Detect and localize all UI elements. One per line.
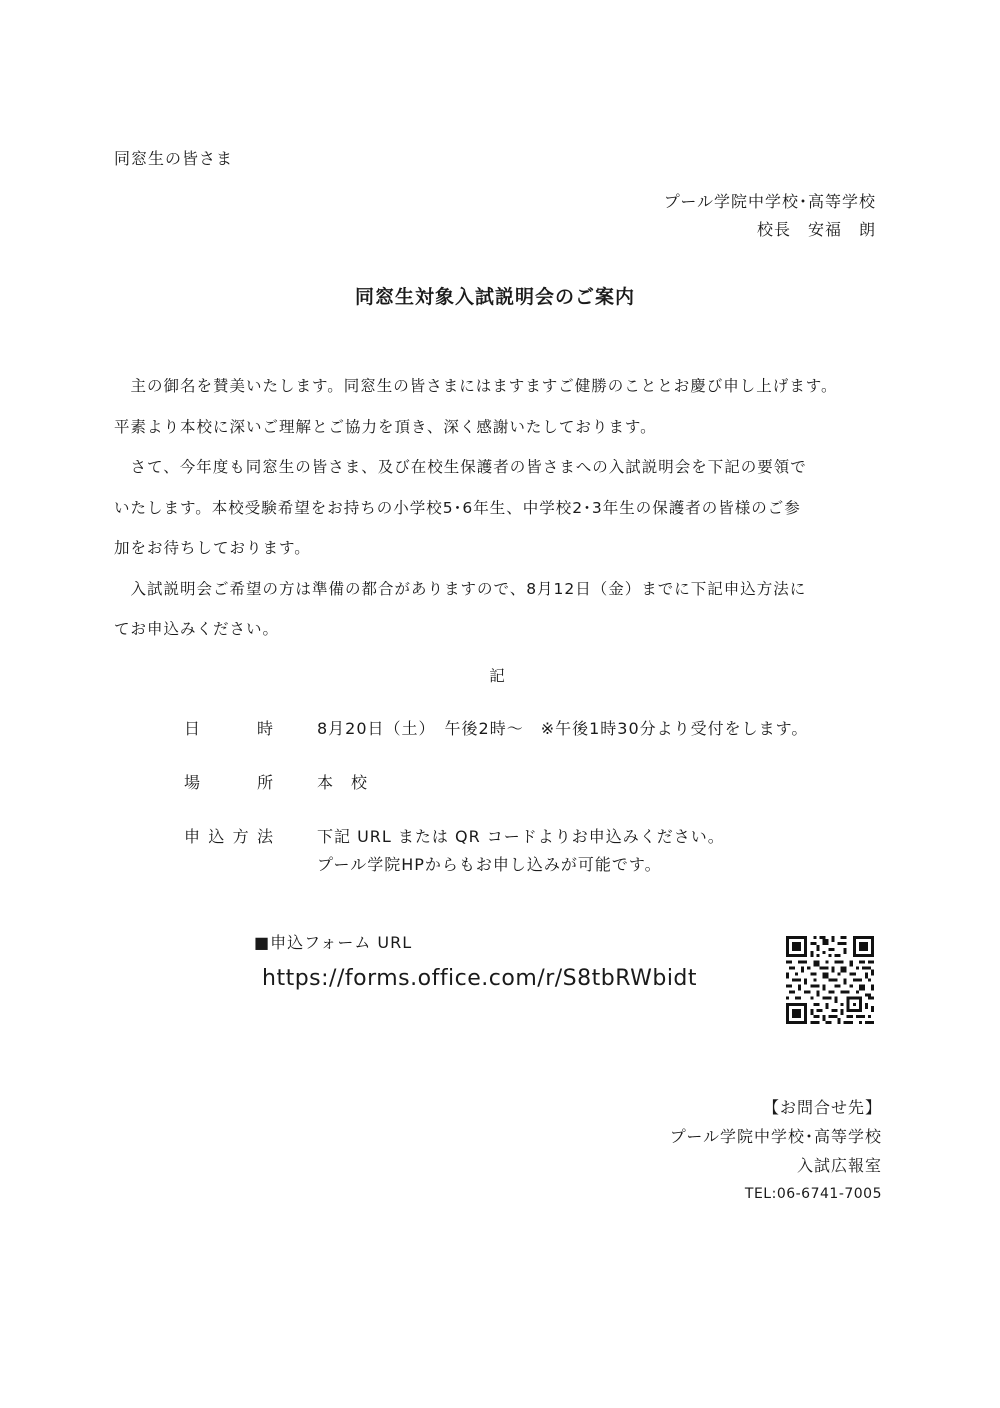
body-line: 主の御名を賛美いたします。同窓生の皆さまにはますますご健勝のこととお慶び申し上げます。 bbox=[114, 377, 838, 395]
sender-principal: 校長 安福 朗 bbox=[756, 220, 876, 239]
body-line: てお申込みください。 bbox=[114, 620, 280, 638]
date-row bbox=[184, 716, 809, 739]
addressee: 同窓生の皆さま bbox=[114, 149, 234, 168]
sender-block bbox=[664, 188, 876, 244]
date-value: 8月20日（土） 午後2時～ ※午後1時30分より受付をします。 bbox=[317, 719, 809, 738]
method-value bbox=[317, 823, 725, 879]
qr-code-icon[interactable] bbox=[786, 936, 874, 1024]
body-line: いたします。本校受験希望をお持ちの小学校5･6年生、中学校2･3年生の保護者の皆様のご参 bbox=[114, 498, 801, 517]
body-line: 加をお待ちしております。 bbox=[114, 539, 311, 557]
form-url-link[interactable]: https://forms.office.com/r/S8tbRWbidt bbox=[262, 966, 698, 991]
sender-school: プール学院中学校･高等学校 bbox=[663, 192, 876, 211]
method-line: 下記 URL または QR コードよりお申込みください。 bbox=[317, 827, 725, 846]
method-line: プール学院HPからもお申し込みが可能です。 bbox=[317, 855, 662, 874]
contact-block bbox=[670, 1093, 882, 1209]
ki-mark: 記 bbox=[489, 667, 505, 685]
place-value: 本 校 bbox=[317, 773, 369, 792]
contact-school: プール学院中学校･高等学校 bbox=[669, 1127, 882, 1146]
contact-heading: 【お問合せ先】 bbox=[762, 1098, 882, 1117]
method-label: 申込方法 bbox=[184, 827, 274, 846]
contact-office: 入試広報室 bbox=[796, 1156, 882, 1175]
body-line: さて、今年度も同窓生の皆さま、及び在校生保護者の皆さまへの入試説明会を下記の要領で bbox=[114, 458, 807, 476]
place-label: 場所 bbox=[184, 773, 274, 792]
method-row bbox=[184, 823, 725, 874]
form-url-label: ■申込フォーム URL bbox=[254, 933, 413, 952]
body-line: 平素より本校に深いご理解とご協力を頂き、深く感謝いたしております。 bbox=[114, 417, 657, 436]
place-row bbox=[184, 770, 369, 793]
body-line: 入試説明会ご希望の方は準備の都合がありますので、8月12日（金）までに下記申込方法に bbox=[114, 579, 807, 598]
contact-tel: TEL:06-6741-7005 bbox=[744, 1186, 882, 1202]
body-text bbox=[114, 366, 894, 650]
document-title: 同窓生対象入試説明会のご案内 bbox=[354, 286, 635, 308]
date-label: 日時 bbox=[184, 719, 274, 738]
